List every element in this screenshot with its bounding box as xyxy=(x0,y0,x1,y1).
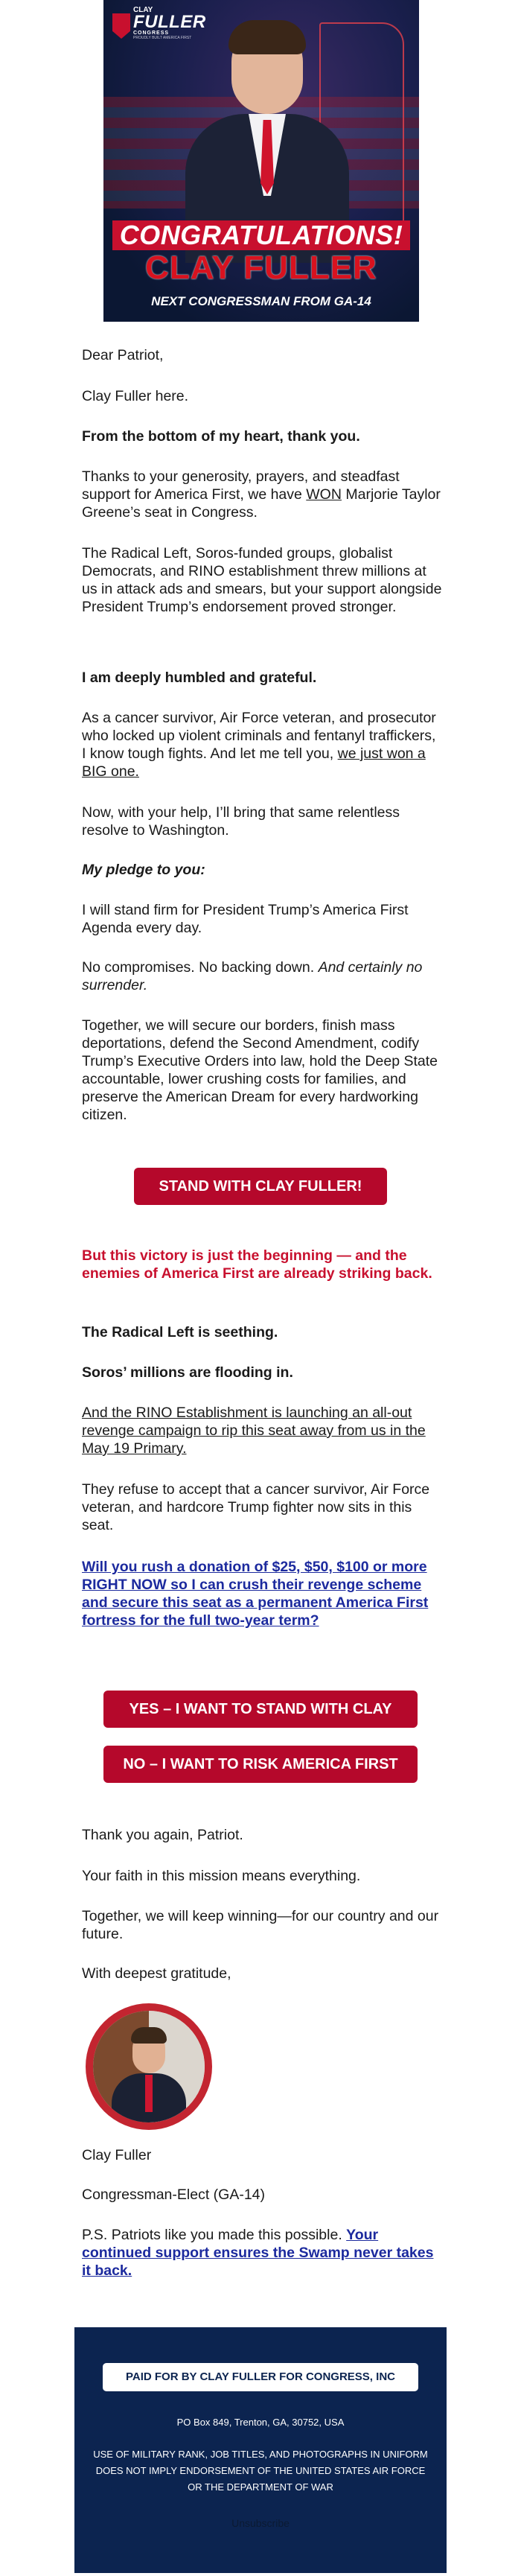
red-alert-paragraph: But this victory is just the beginning — and the enemies of America First are already striking back. xyxy=(82,1247,432,1282)
banner-subtitle-text: NEXT CONGRESSMAN FROM GA-14 xyxy=(151,294,371,308)
p6-plain-text: No compromises. No backing down. xyxy=(82,959,319,976)
ps-text: P.S. Patriots like you made this possible. xyxy=(82,2227,347,2243)
big-win-link[interactable]: we just won a BIG one. xyxy=(82,745,426,780)
signer-name: Clay Fuller xyxy=(82,2147,152,2163)
banner-name-text: CLAY FULLER xyxy=(145,249,377,286)
logo-tagline-text: PROUDLY BUILT AMERICA FIRST xyxy=(133,36,192,40)
won-underlined: WON xyxy=(306,486,342,503)
paragraph-won xyxy=(82,468,444,521)
congrats-banner xyxy=(112,220,410,250)
yes-stand-with-clay-button[interactable]: YES – I WANT TO STAND WITH CLAY xyxy=(103,1691,418,1728)
military-disclaimer: USE OF MILITARY RANK, JOB TITLES, AND PHOTOGRAPHS IN UNIFORM DOES NOT IMPLY ENDORSEMENT OF THE UNITED STATES AIR FORCE OR THE DEPARTMENT OF WAR xyxy=(93,2449,428,2493)
soros-line: Soros’ millions are flooding in. xyxy=(82,1364,293,1381)
signer-avatar xyxy=(86,2003,212,2130)
paragraph-together: Together, we will secure our borders, finish mass deportations, defend the Second Amendment, codify Trump’s Executive Orders into law, hold the Deep State accountable, lower crushing costs for families, and preserve the American Dream for every hardworking citizen. xyxy=(82,1017,438,1123)
rino-revenge-paragraph: And the RINO Establishment is launching an all-out revenge campaign to rip this seat away from us in the May 19 Primary. xyxy=(82,1405,426,1457)
p1-text-before: Thanks to your generosity, prayers, and steadfast support for America First, we have xyxy=(82,468,400,503)
keep-winning-paragraph: Together, we will keep winning—for our country and our future. xyxy=(82,1908,439,1942)
humbled-heading: I am deeply humbled and grateful. xyxy=(82,670,317,686)
mailing-address: PO Box 849, Trenton, GA, 30752, USA xyxy=(176,2417,345,2428)
signer-title: Congressman-Elect (GA-14) xyxy=(82,2187,265,2203)
unsubscribe-link[interactable]: Unsubscribe xyxy=(231,2517,290,2529)
footer xyxy=(74,2327,447,2573)
ps-support-link[interactable]: Your continued support ensures the Swamp never takes it back. xyxy=(82,2227,434,2279)
avatar-hair xyxy=(131,2027,167,2044)
avatar-tie xyxy=(145,2075,153,2112)
paragraph-cancer-survivor xyxy=(82,709,444,780)
faith-line: Your faith in this mission means everything. xyxy=(82,1868,361,1884)
paragraph-radical-left: The Radical Left, Soros-funded groups, globalist Democrats, and RINO establishment threw millions at us in attack ads and smears, but your support alongside President Trump’s endorsement proved stronger. xyxy=(82,545,442,615)
paragraph-agenda: I will stand firm for President Trump’s America First Agenda every day. xyxy=(82,902,409,936)
greeting: Dear Patriot, xyxy=(82,347,164,363)
thank-again-line: Thank you again, Patriot. xyxy=(82,1827,243,1843)
avatar-photo xyxy=(93,2011,205,2122)
intro-line: Clay Fuller here. xyxy=(82,388,189,404)
seething-line: The Radical Left is seething. xyxy=(82,1324,278,1341)
closing-line: With deepest gratitude, xyxy=(82,1965,231,1982)
p1-text-after: Marjorie Taylor Greene’s seat in Congress. xyxy=(82,486,441,521)
pledge-heading: My pledge to you: xyxy=(82,862,205,878)
refuse-paragraph: They refuse to accept that a cancer survivor, Air Force veteran, and hardcore Trump fighter now sits in this seat. xyxy=(82,1481,430,1533)
paid-for-by-badge: PAID FOR BY CLAY FULLER FOR CONGRESS, INC xyxy=(103,2363,418,2391)
campaign-logo xyxy=(112,6,206,51)
logo-congress-text: CONGRESS xyxy=(133,31,170,36)
ps-paragraph xyxy=(82,2226,444,2280)
p6-italic-text: And certainly no surrender. xyxy=(82,959,423,993)
candidate-photo xyxy=(185,19,342,242)
congrats-text: CONGRATULATIONS! xyxy=(119,220,403,250)
paragraph-resolve: Now, with your help, I’ll bring that same relentless resolve to Washington. xyxy=(82,804,400,839)
logo-name-text: FULLER xyxy=(133,12,206,32)
stand-with-clay-button[interactable]: STAND WITH CLAY FULLER! xyxy=(134,1168,387,1205)
thanks-heading: From the bottom of my heart, thank you. xyxy=(82,428,360,445)
name-banner xyxy=(112,250,410,286)
logo-clay-text: CLAY xyxy=(133,6,153,14)
hero-banner-image[interactable] xyxy=(103,0,419,322)
no-risk-america-first-button[interactable]: NO – I WANT TO RISK AMERICA FIRST xyxy=(103,1746,418,1783)
paragraph-no-compromise xyxy=(82,958,444,994)
donation-ask-link[interactable]: Will you rush a donation of $25, $50, $100 or more RIGHT NOW so I can crush their revenge scheme and secure this seat as a permanent America First fortress for the full two-year term? xyxy=(82,1559,429,1629)
logo-shield-icon xyxy=(112,13,130,39)
photo-hair xyxy=(228,20,306,54)
p3-text-before: As a cancer survivor, Air Force veteran, and prosecutor who locked up violent criminals and fentanyl traffickers, I know tough fights. And let me tell you, xyxy=(82,710,436,762)
subtitle-banner xyxy=(112,292,410,311)
